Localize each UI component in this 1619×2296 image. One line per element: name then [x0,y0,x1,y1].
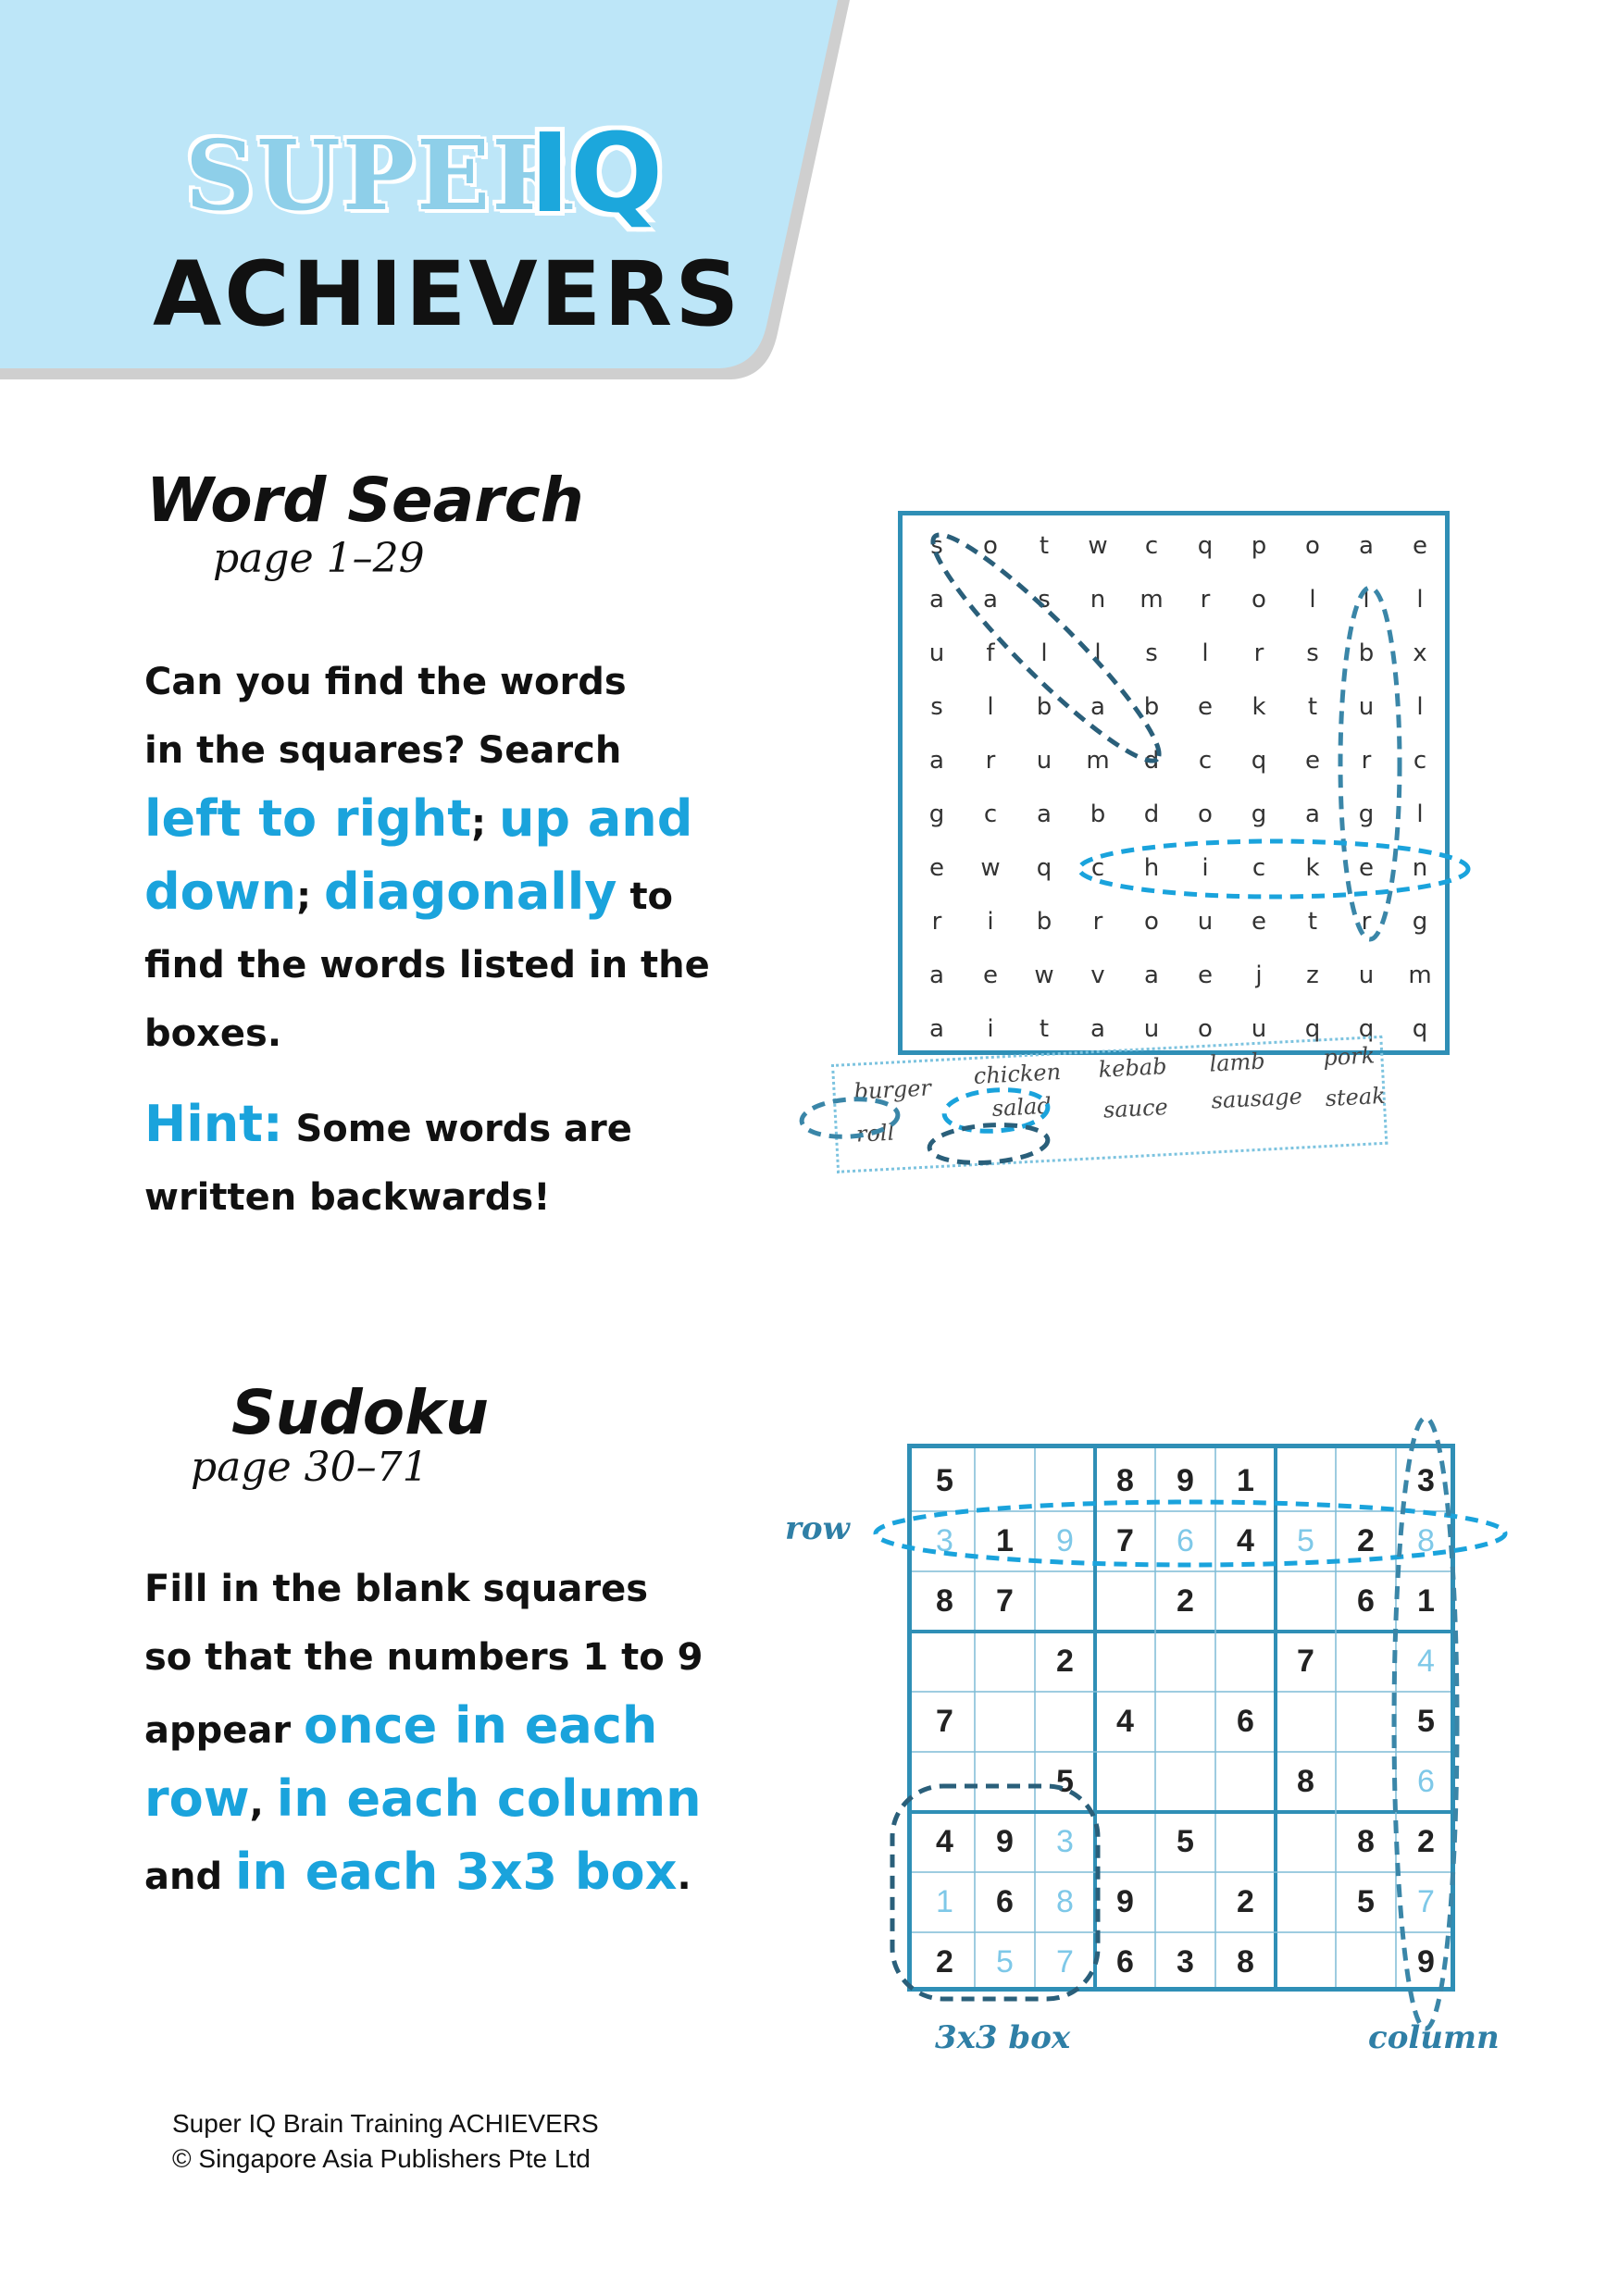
word-list-item: steak [1324,1082,1387,1112]
hint-text-1: Some words are [295,1108,632,1150]
word-search-cell: g [1358,800,1375,828]
sudoku-cell[interactable]: 3 [1417,1463,1435,1498]
word-search-cell: a [1305,800,1320,828]
sudoku-cell[interactable] [1215,1752,1276,1812]
footer [172,2106,599,2177]
sudoku-cell[interactable] [975,1632,1035,1692]
word-search-cell: l [1202,639,1209,667]
word-search-cell: u [928,639,945,667]
sudoku-cell[interactable] [1215,1571,1276,1632]
sudoku-cell[interactable]: 9 [1056,1523,1074,1558]
ws-line-5: find the words listed in the [144,944,710,987]
sudoku-cell[interactable]: 7 [1116,1523,1134,1558]
sudoku-cell[interactable] [915,1632,975,1692]
word-search-cell: a [1090,693,1105,721]
word-search-cell: j [1255,962,1263,989]
word-search-cell: t [1039,532,1050,560]
word-search-cell: r [1361,908,1372,936]
sudoku-cell[interactable]: 5 [996,1944,1014,1980]
hl-down: down [144,863,297,921]
word-list-item: roll [855,1119,895,1148]
word-search-cell: v [1090,962,1105,989]
sudoku-cell[interactable]: 6 [1237,1704,1254,1739]
sudoku-cell[interactable]: 5 [1357,1884,1375,1919]
sudoku-cell[interactable] [1336,1932,1396,1992]
sd-line-3: appear once in each [144,1696,658,1755]
word-search-cell: o [1198,800,1213,828]
hl-once: once in each [304,1696,658,1755]
word-search-cell: u [1358,693,1375,721]
sudoku-cell[interactable] [1035,1451,1095,1511]
word-search-cell: a [929,747,944,775]
sudoku-cell[interactable] [1336,1752,1396,1812]
sep-2: ; [296,875,312,918]
word-search-cell: c [1090,854,1105,882]
sudoku-cell[interactable]: 5 [1056,1764,1074,1799]
word-search-instructions [144,648,811,1068]
word-search-cell: d [1143,800,1160,828]
word-search-cell: a [929,962,944,989]
sudoku-cell[interactable]: 9 [1417,1944,1435,1980]
sudoku-cell[interactable]: 2 [1237,1884,1254,1919]
sudoku-cell[interactable] [975,1451,1035,1511]
word-search-cell: b [1143,693,1160,721]
sd-line-1: Fill in the blank squares [144,1568,649,1610]
sudoku-cell[interactable] [1276,1451,1336,1511]
word-search-cell: l [1363,586,1370,614]
sudoku-cell[interactable] [1095,1632,1155,1692]
to-word: to [629,875,674,918]
word-list-box [831,1036,1388,1173]
word-search-cell: o [1252,586,1266,614]
word-list-item: sauce [1102,1094,1169,1123]
word-search-cell: r [931,908,942,936]
sudoku-cell[interactable]: 9 [996,1824,1014,1859]
word-search-cell: u [1251,1015,1267,1043]
word-search-cell: l [1416,693,1424,721]
sd-line-2: so that the numbers 1 to 9 [144,1636,704,1679]
sudoku-cell[interactable] [1155,1752,1215,1812]
word-search-cell: e [1198,693,1213,721]
sudoku-cell[interactable]: 8 [1237,1944,1254,1980]
ws-line-4 [144,858,811,931]
sudoku-cell[interactable] [1276,1932,1336,1992]
word-search-cell: i [1202,854,1209,882]
word-search-cell: m [1140,586,1164,614]
word-search-cell: a [1359,532,1374,560]
word-search-cell: u [1197,908,1214,936]
word-search-cell: t [1307,693,1318,721]
sudoku-cell[interactable]: 8 [936,1583,953,1619]
word-search-cell: a [1037,800,1052,828]
word-search-cell: e [1305,747,1320,775]
word-search-cell: d [1143,747,1160,775]
hl-column: in each column [276,1769,702,1828]
sudoku-cell[interactable] [1336,1632,1396,1692]
sudoku-cell[interactable] [1095,1571,1155,1632]
sudoku-cell[interactable]: 6 [1357,1583,1375,1619]
word-search-cell: r [1092,908,1103,936]
word-search-cell: x [1413,639,1427,667]
ws-line-2: in the squares? Search [144,729,622,772]
word-search-cell: k [1305,854,1320,882]
sudoku-cell[interactable] [1336,1451,1396,1511]
word-search-cell: b [1358,639,1375,667]
word-search-cell: e [1252,908,1266,936]
word-search-cell: k [1252,693,1266,721]
ws-line-6: boxes. [144,1012,282,1055]
sudoku-cell[interactable]: 7 [1056,1944,1074,1980]
word-search-cell: l [1309,586,1316,614]
sudoku-cell[interactable]: 8 [1297,1764,1314,1799]
word-search-cell: w [980,854,1001,882]
hl-up-down: up and [498,789,693,848]
sudoku-cell[interactable]: 2 [1417,1824,1435,1859]
word-list-item: salad [991,1092,1052,1122]
sudoku-cell[interactable]: 6 [1417,1764,1435,1799]
sudoku-title: Sudoku [231,1377,489,1448]
word-search-cell: f [986,639,995,667]
sudoku-cell[interactable]: 8 [1056,1884,1074,1919]
word-search-cell: l [1040,639,1048,667]
sudoku-cell[interactable]: 5 [1297,1523,1314,1558]
sudoku-cell[interactable]: 2 [936,1944,953,1980]
word-search-cell: c [1144,532,1159,560]
word-search-cell: q [1197,532,1214,560]
sudoku-cell[interactable] [1215,1812,1276,1872]
sudoku-cell[interactable]: 6 [1116,1944,1134,1980]
word-search-cell: c [1198,747,1213,775]
sudoku-cell[interactable]: 8 [1417,1523,1435,1558]
sudoku-instructions [144,1555,811,1911]
word-search-cell: q [1358,1015,1375,1043]
word-search-cell: g [1251,800,1267,828]
word-search-cell: h [1143,854,1160,882]
word-search-cell: n [1412,854,1428,882]
sudoku-cell[interactable]: 4 [1116,1704,1134,1739]
sudoku-cell[interactable]: 3 [1177,1944,1194,1980]
word-search-cell: c [983,800,998,828]
word-list-item: pork [1322,1042,1376,1072]
word-search-cell: e [983,962,998,989]
sudoku-cell[interactable] [1276,1872,1336,1932]
word-search-cell: a [929,586,944,614]
sudoku-cell[interactable] [1155,1692,1215,1752]
word-search-cell: e [1359,854,1374,882]
word-search-cell: p [1251,532,1267,560]
word-search-cell: r [1361,747,1372,775]
sudoku-cell[interactable]: 7 [1297,1644,1314,1679]
word-search-cell: q [1251,747,1267,775]
word-search-cell: m [1408,962,1432,989]
sudoku-cell[interactable]: 4 [1417,1644,1435,1679]
word-search-cell: a [1090,1015,1105,1043]
sd-line-5: and in each 3x3 box. [144,1843,691,1901]
sudoku-cell[interactable] [1095,1752,1155,1812]
word-list-item: sausage [1210,1083,1303,1114]
sudoku-cell[interactable]: 1 [1417,1583,1435,1619]
word-search-cell: q [1036,854,1052,882]
sudoku-cell[interactable]: 1 [996,1523,1014,1558]
word-search-cell: r [1253,639,1264,667]
sudoku-cell[interactable]: 5 [1177,1824,1194,1859]
sudoku-cell[interactable] [1035,1692,1095,1752]
sudoku-cell[interactable]: 9 [1177,1463,1194,1498]
sudoku-cell[interactable]: 2 [1177,1583,1194,1619]
sudoku-cell[interactable]: 1 [1237,1463,1254,1498]
hl-box: in each 3x3 box [235,1843,678,1901]
sudoku-cell[interactable] [915,1752,975,1812]
sudoku-cell[interactable] [1276,1812,1336,1872]
word-search-cell: e [929,854,944,882]
word-search-cell: s [1306,639,1319,667]
sudoku-cell[interactable] [1155,1632,1215,1692]
word-search-cell: o [983,532,998,560]
sudoku-cell[interactable]: 7 [1417,1884,1435,1919]
sudoku-cell[interactable] [1276,1571,1336,1632]
sudoku-cell[interactable] [1095,1812,1155,1872]
word-search-cell: s [1145,639,1158,667]
word-search-cell: a [929,1015,944,1043]
word-search-cell: b [1090,800,1106,828]
word-search-cell: u [1143,1015,1160,1043]
sd-line-4: row, in each column [144,1769,702,1828]
sudoku-cell[interactable]: 7 [936,1704,953,1739]
hint-text-2: written backwards! [144,1176,551,1219]
word-search-cell: i [987,1015,994,1043]
word-search-cell: t [1307,908,1318,936]
word-search-cell: w [1088,532,1108,560]
hl-left-right: left to right [144,789,472,848]
sudoku-cell[interactable] [1215,1632,1276,1692]
sep-1: ; [471,802,487,845]
box-label: 3x3 box [935,2019,1071,2056]
word-search-cell: s [930,532,943,560]
word-search-title: Word Search [146,465,584,536]
ws-line-3 [144,785,811,858]
sudoku-cell[interactable]: 9 [1116,1884,1134,1919]
word-search-cell: e [1413,532,1427,560]
sudoku-cell[interactable]: 1 [936,1884,953,1919]
sudoku-cell[interactable]: 3 [936,1523,953,1558]
sudoku-cell[interactable]: 2 [1357,1523,1375,1558]
sudoku-cell[interactable]: 5 [936,1463,953,1498]
word-list-item: lamb [1208,1048,1266,1077]
ws-line-1: Can you find the words [144,661,627,703]
word-search-cell: a [983,586,998,614]
sudoku-pages: page 30–71 [191,1444,429,1491]
sudoku-cell[interactable]: 4 [1237,1523,1254,1558]
word-search-cell: c [1413,747,1427,775]
word-search-cell: u [1036,747,1052,775]
word-search-cell: l [1416,800,1424,828]
word-search-cell: n [1090,586,1106,614]
word-search-cell: l [1416,586,1424,614]
word-search-cell: r [985,747,996,775]
word-search-cell: m [1086,747,1110,775]
word-list-item: chicken [973,1059,1062,1089]
sudoku-cell[interactable]: 3 [1056,1824,1074,1859]
sudoku-cell[interactable]: 2 [1056,1644,1074,1679]
sudoku-cell[interactable]: 8 [1357,1824,1375,1859]
word-search-cell: l [1094,639,1102,667]
word-search-cell: g [1412,908,1428,936]
word-search-cell: s [1038,586,1051,614]
word-search-pages: page 1–29 [213,535,425,582]
hl-diagonally: diagonally [324,863,617,921]
word-search-grid [898,511,1450,1055]
word-search-cell: s [930,693,943,721]
word-search-cell: a [1144,962,1159,989]
word-search-cell: b [1036,908,1052,936]
word-list-item: kebab [1097,1053,1168,1083]
hl-row: row [144,1769,250,1828]
logo-super: SUPER [185,118,574,232]
word-search-cell: o [1144,908,1159,936]
sudoku-cell[interactable]: 6 [996,1884,1014,1919]
footer-line-2: © Singapore Asia Publishers Pte Ltd [172,2144,591,2173]
sudoku-cell[interactable] [975,1752,1035,1812]
word-search-cell: r [1200,586,1211,614]
word-search-cell: e [1198,962,1213,989]
word-search-cell: w [1034,962,1054,989]
word-search-cell: c [1252,854,1266,882]
sudoku-cell[interactable]: 8 [1116,1463,1134,1498]
hint-label: Hint: [144,1095,283,1153]
sudoku-cell[interactable]: 5 [1417,1704,1435,1739]
word-search-cell: o [1198,1015,1213,1043]
sudoku-cell[interactable] [1035,1571,1095,1632]
word-search-cell: q [1412,1015,1428,1043]
word-search-cell: z [1306,962,1319,989]
logo-iq: IQ [529,109,664,237]
sudoku-cell[interactable] [975,1692,1035,1752]
sudoku-cell[interactable] [1276,1692,1336,1752]
sudoku-cell[interactable]: 7 [996,1583,1014,1619]
sudoku-cell[interactable]: 6 [1177,1523,1194,1558]
word-search-cell: l [987,693,994,721]
word-search-cell: b [1036,693,1052,721]
sudoku-cell[interactable] [1155,1872,1215,1932]
sudoku-cell[interactable] [1336,1692,1396,1752]
word-search-cell: q [1304,1015,1321,1043]
sudoku-grid [907,1444,1455,1992]
word-search-cell: g [928,800,945,828]
word-search-cell: t [1039,1015,1050,1043]
hint [144,1090,811,1232]
series-title: ACHIEVERS [153,242,742,346]
footer-line-1: Super IQ Brain Training ACHIEVERS [172,2109,599,2138]
word-search-cell: u [1358,962,1375,989]
word-search-cell: o [1305,532,1320,560]
sudoku-cell[interactable]: 4 [936,1824,953,1859]
column-label: column [1368,2019,1500,2056]
row-label: row [785,1510,850,1547]
word-list-item: burger [853,1074,932,1105]
word-search-cell: i [987,908,994,936]
